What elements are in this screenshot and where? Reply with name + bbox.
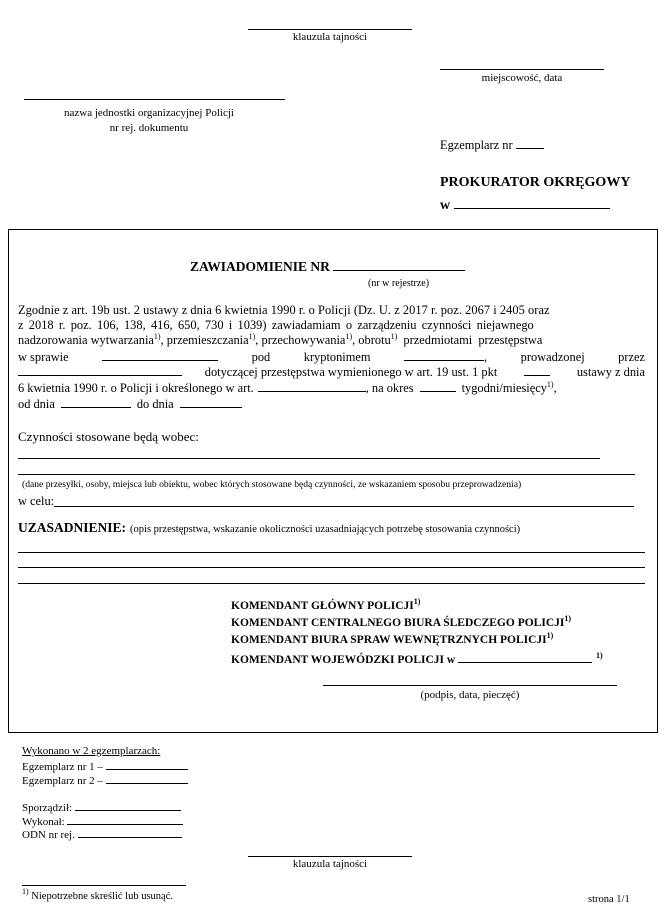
paragraph-line-6 bbox=[18, 380, 645, 396]
purpose-label: w celu: bbox=[18, 494, 55, 508]
point-field[interactable] bbox=[524, 364, 550, 376]
conducted-label: prowadzonej bbox=[520, 350, 585, 364]
secrecy-clause-top: klauzula tajności bbox=[292, 31, 368, 43]
copy-number-field[interactable] bbox=[516, 137, 544, 149]
justification-line-3[interactable] bbox=[18, 583, 645, 584]
copy-2-field[interactable] bbox=[106, 774, 188, 784]
secrecy-line-top bbox=[248, 29, 412, 30]
paragraph-text: nadzorowania wytwarzania$^{1)}$, przemieszczania$^{1)}$, przechowywania$^{1)}$, obrotu$^{1)}$ przedmiotami przestępstwa bbox=[18, 332, 543, 347]
justification-title: UZASADNIENIE bbox=[18, 520, 122, 535]
offense-text: dotyczącej przestępstwa wymienionego w art. 19 ust. 1 pkt bbox=[204, 365, 498, 379]
unit-name-line bbox=[24, 99, 285, 100]
conducting-unit-field[interactable] bbox=[18, 364, 182, 376]
signer-4: KOMENDANT WOJEWÓDZKI POLICJI w $^{1)}$ bbox=[231, 651, 603, 666]
signature-label: (podpis, data, pieczęć) bbox=[420, 689, 520, 701]
act-text: 6 kwietnia 1990 r. o Policji i określonego w art. bbox=[18, 381, 254, 395]
notice-title bbox=[190, 258, 465, 275]
article-field[interactable] bbox=[258, 380, 366, 392]
copies-made-label: Wykonano w 2 egzemplarzach: bbox=[22, 745, 161, 757]
case-field[interactable] bbox=[102, 349, 218, 361]
to-date-field[interactable] bbox=[180, 396, 242, 408]
codename-field[interactable] bbox=[404, 349, 484, 361]
prepared-by-field[interactable] bbox=[75, 801, 181, 811]
reg-number-label: nr rej. dokumentu bbox=[109, 122, 189, 134]
executed-by: Wykonał: bbox=[22, 815, 183, 828]
recipient-w-label: w bbox=[440, 198, 451, 213]
from-date-field[interactable] bbox=[61, 396, 131, 408]
applied-to-label: Czynności stosowane będą wobec: bbox=[18, 429, 199, 444]
codename-group: , bbox=[404, 349, 487, 365]
odn-reg: ODN nr rej. bbox=[22, 828, 182, 841]
unit-name-label: nazwa jednostki organizacyjnej Policji bbox=[64, 107, 234, 119]
to-label: do dnia bbox=[136, 397, 174, 411]
copy-number bbox=[440, 137, 544, 153]
footnote-separator bbox=[22, 885, 186, 886]
copy-1: Egzemplarz nr 1 – bbox=[22, 760, 188, 773]
paragraph-line-5 bbox=[18, 364, 645, 380]
prepared-by: Sporządził: bbox=[22, 801, 181, 814]
odn-reg-field[interactable] bbox=[78, 828, 182, 838]
copy-1-field[interactable] bbox=[106, 760, 188, 770]
justification-line-2[interactable] bbox=[18, 567, 645, 568]
signature-line[interactable] bbox=[323, 685, 617, 686]
registry-note: (nr w rejestrze) bbox=[368, 278, 430, 289]
recipient-location-field[interactable] bbox=[454, 196, 610, 209]
justification-line-1[interactable] bbox=[18, 552, 645, 553]
notice-number-field[interactable] bbox=[333, 258, 465, 271]
paragraph-text: z 2018 r. poz. 106, 138, 416, 650, 730 i 1039) zawiadamiam o zarządzeniu czynności niejawnego bbox=[18, 318, 534, 332]
notice-title-text: ZAWIADOMIENIE NR bbox=[190, 259, 330, 274]
footnote-text: Niepotrzebne skreślić lub usunąć. bbox=[31, 891, 174, 902]
applied-to-line-1[interactable] bbox=[18, 458, 600, 459]
voivodeship-field[interactable] bbox=[458, 651, 592, 663]
from-label: od dnia bbox=[18, 397, 55, 411]
place-date-label: miejscowość, data bbox=[481, 72, 563, 84]
secrecy-clause-bottom: klauzula tajności bbox=[292, 858, 368, 870]
justification-header bbox=[18, 519, 520, 537]
applied-to-note: (dane przesyłki, osoby, miejsca lub obiektu, wobec których stosowane będą czynności, ze wskazaniem sposobu przeprowadzenia) bbox=[22, 479, 522, 490]
signer-1: KOMENDANT GŁÓWNY POLICJI$^{1)}$ bbox=[231, 597, 421, 612]
paragraph-line-2 bbox=[18, 318, 645, 333]
place-date-line bbox=[440, 69, 604, 70]
period-unit: tygodni/miesięcy$^{1)}$, bbox=[461, 380, 557, 395]
period-field[interactable] bbox=[420, 380, 456, 392]
copy-2: Egzemplarz nr 2 – bbox=[22, 774, 188, 787]
footnote bbox=[22, 887, 174, 902]
act-date-label: ustawy z dnia bbox=[576, 365, 645, 379]
footnote-mark: 1) bbox=[22, 887, 29, 896]
paragraph-line-4 bbox=[18, 349, 645, 365]
justification-note: (opis przestępstwa, wskazanie okoliczności uzasadniających potrzebę stosowania czynności) bbox=[130, 524, 521, 535]
purpose-line[interactable] bbox=[54, 506, 634, 507]
period-label: , na okres bbox=[365, 381, 414, 395]
secrecy-line-bottom bbox=[248, 856, 412, 857]
under-label: pod bbox=[251, 350, 271, 364]
recipient-title: PROKURATOR OKRĘGOWY bbox=[440, 175, 631, 190]
recipient-location bbox=[440, 196, 610, 214]
codename-label: kryptonimem bbox=[303, 350, 371, 364]
paragraph-line-7 bbox=[18, 396, 645, 412]
justification-colon: : bbox=[121, 520, 127, 535]
page-number: strona 1/1 bbox=[588, 894, 630, 905]
paragraph-line-1 bbox=[18, 303, 645, 318]
paragraph-text: Zgodnie z art. 19b ust. 2 ustawy z dnia 6 kwietnia 1990 r. o Policji (Dz. U. z 2017 r. poz. 2067 i 2405 oraz bbox=[18, 303, 550, 317]
applied-to-line-2[interactable] bbox=[18, 474, 635, 475]
by-label: przez bbox=[618, 350, 645, 364]
case-label: w sprawie bbox=[18, 350, 69, 364]
signer-3: KOMENDANT BIURA SPRAW WEWNĘTRZNYCH POLICJI$^{1)}$ bbox=[231, 631, 554, 646]
copy-number-label: Egzemplarz nr bbox=[440, 138, 513, 152]
paragraph-line-3 bbox=[18, 333, 645, 348]
signer-2: KOMENDANT CENTRALNEGO BIURA ŚLEDCZEGO POLICJI$^{1)}$ bbox=[231, 614, 572, 629]
executed-by-field[interactable] bbox=[67, 815, 183, 825]
